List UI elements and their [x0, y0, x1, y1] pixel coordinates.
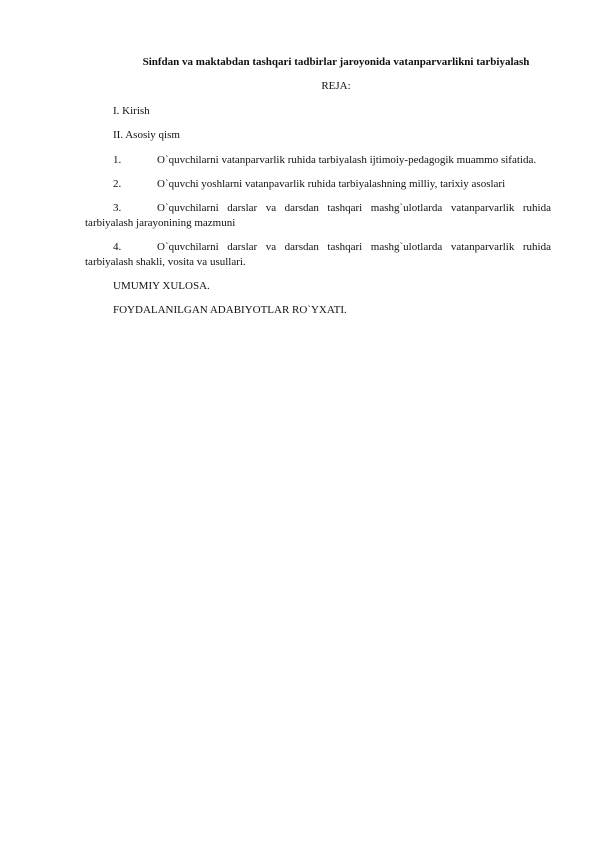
- plan-item-text: O`quvchilarni darslar va darsdan tashqari mashg`ulotlarda vatanparvarlik ruhida tarbiyalash shakli, vosita va usullari.: [85, 241, 551, 268]
- document-content: [85, 55, 551, 328]
- plan-intro: I. Kirish: [113, 104, 150, 117]
- plan-item-3: [85, 201, 551, 230]
- plan-item-number: 3.: [113, 202, 122, 215]
- plan-item-text: O`quvchi yoshlarni vatanpavarlik ruhida tarbiyalashning milliy, tarixiy asoslari: [157, 178, 506, 191]
- document-title: Sinfdan va maktabdan tashqari tadbirlar jaroyonida vatanparvarlikni tarbiyalash: [142, 56, 530, 68]
- plan-heading: REJA:: [321, 80, 351, 93]
- plan-item-number: 1.: [113, 153, 122, 166]
- plan-references: FOYDALANILGAN ADABIYOTLAR RO`YXATI.: [113, 304, 347, 317]
- plan-item-4: [85, 240, 551, 269]
- plan-item-1: [85, 153, 551, 167]
- plan-conclusion: UMUMIY XULOSA.: [113, 280, 210, 293]
- plan-item-text: O`quvchilarni vatanparvarlik ruhida tarbiyalash ijtimoiy-pedagogik muammo sifatida.: [157, 153, 537, 166]
- plan-item-number: 4.: [113, 241, 122, 254]
- plan-item-2: [85, 177, 551, 191]
- plan-item-text: O`quvchilarni darslar va darsdan tashqari mashg`ulotlarda vatanparvarlik ruhida tarbiyalash jarayonining mazmuni: [85, 202, 551, 229]
- plan-item-number: 2.: [113, 178, 122, 191]
- plan-main-part: II. Asosiy qism: [113, 129, 180, 142]
